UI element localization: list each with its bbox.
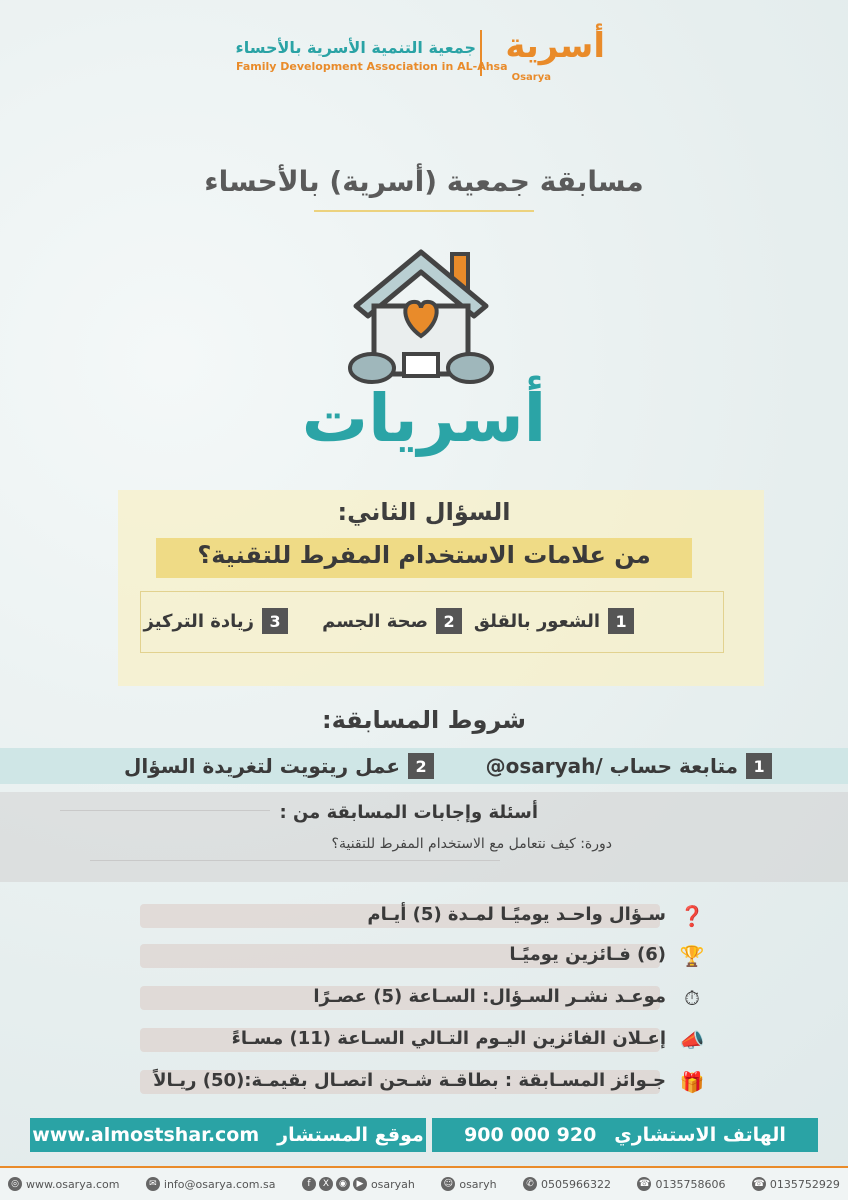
mobile-text: 0505966322	[541, 1177, 612, 1191]
website-text: www.osarya.com	[26, 1177, 120, 1191]
brand-wordmark: أسريات	[301, 380, 547, 457]
org-name-arabic: جمعية التنمية الأسرية بالأحساء	[235, 38, 476, 57]
option-3	[144, 607, 289, 635]
info-title: أسئلة وإجابات المسابقة من :	[279, 802, 538, 823]
phone-icon: ☎	[638, 1179, 651, 1189]
osarya-logo	[485, 26, 613, 88]
contact-strip	[0, 1166, 848, 1200]
facebook-icon[interactable]: f	[302, 1177, 316, 1191]
detail-row	[140, 984, 706, 1014]
info-divider	[90, 860, 500, 861]
trophy-icon: 🏆	[679, 944, 705, 968]
question-bubbles-icon: ❓	[679, 904, 705, 928]
condition-number: 2	[408, 753, 434, 779]
detail-row	[140, 942, 706, 972]
detail-row	[140, 902, 706, 932]
whatsapp-icon: ✆	[523, 1177, 537, 1191]
logo-arabic: أسرية	[505, 26, 605, 66]
phone-number-2[interactable]	[752, 1177, 840, 1191]
snapchat-icon: ☺	[441, 1177, 455, 1191]
clock-icon: ⏱	[684, 986, 700, 1010]
phone2-text: 0135752929	[769, 1177, 840, 1191]
title-underline	[314, 210, 534, 212]
email-text: info@osarya.com.sa	[163, 1177, 276, 1191]
detail-text: إعـلان الفائزين اليـوم التـالي السـاعة (11) مسـاءً	[231, 1028, 666, 1049]
condition-1	[486, 752, 772, 780]
instagram-icon[interactable]: ◉	[336, 1177, 350, 1191]
gift-icon: 🎁	[679, 1070, 705, 1094]
option-text: الشعور بالقلق	[473, 610, 600, 632]
snapchat-link[interactable]	[441, 1177, 496, 1191]
youtube-icon[interactable]: ▶	[353, 1177, 367, 1191]
email-link[interactable]	[146, 1177, 276, 1191]
info-subtitle: دورة: كيف نتعامل مع الاستخدام المفرط للتقنية؟	[331, 836, 612, 852]
phone-icon: ☎	[753, 1179, 765, 1189]
condition-number: 1	[746, 753, 772, 779]
house-heart-icon	[346, 244, 496, 384]
detail-text: موعـد نشـر السـؤال: السـاعة (5) عصـرًا	[313, 986, 666, 1007]
megaphone-icon: 📣	[679, 1028, 705, 1052]
question-label: السؤال الثاني:	[337, 498, 511, 526]
logo-english: Osarya	[511, 72, 551, 83]
phone-number-1[interactable]	[637, 1177, 725, 1191]
header	[0, 18, 848, 88]
x-icon[interactable]: X	[319, 1177, 333, 1191]
conditions-title: شروط المسابقة:	[322, 706, 526, 734]
detail-text: سـؤال واحـد يوميًـا لمـدة (5) أيـام	[367, 904, 666, 925]
site-label: موقع المستشار	[277, 1124, 424, 1146]
option-text: صحة الجسم	[322, 610, 428, 632]
social-links[interactable]	[302, 1177, 415, 1191]
detail-text: جـوائز المسـابقة : بطاقـة شـحن اتصـال بقيمـة:(50) ريـالاً	[153, 1070, 666, 1091]
info-divider	[60, 810, 270, 811]
phone1-text: 0135758606	[655, 1177, 726, 1191]
page-title: مسابقة جمعية (أسرية) بالأحساء	[204, 165, 644, 198]
option-number: 2	[436, 608, 462, 634]
condition-2	[124, 752, 434, 780]
detail-row	[140, 1026, 706, 1056]
condition-text: عمل ريتويت لتغريدة السؤال	[124, 754, 400, 778]
condition-text: متابعة حساب /osaryah@	[485, 754, 738, 778]
social-icons	[302, 1177, 367, 1191]
snap-handle: osaryh	[459, 1177, 497, 1191]
consultant-site-bar[interactable]	[30, 1118, 426, 1152]
mobile-number[interactable]	[523, 1177, 611, 1191]
consult-phone-bar[interactable]	[432, 1118, 818, 1152]
question-text: من علامات الاستخدام المفرط للتقنية؟	[197, 541, 651, 569]
option-2	[322, 607, 462, 635]
social-handle: osaryah	[370, 1177, 415, 1191]
globe-icon: ◎	[8, 1177, 22, 1191]
option-text: زيادة التركيز	[143, 610, 254, 632]
detail-text: (6) فـائزين يوميًـا	[509, 944, 666, 965]
detail-row	[140, 1068, 706, 1098]
phone-label: الهاتف الاستشاري	[614, 1124, 786, 1146]
option-number: 1	[608, 608, 634, 634]
option-number: 3	[262, 608, 288, 634]
phone-number: 900 000 920	[464, 1124, 597, 1146]
site-url: www.almostshar.com	[32, 1124, 260, 1146]
org-name-english: Family Development Association in AL-Ahsa	[236, 60, 508, 73]
mail-icon: ✉	[146, 1177, 160, 1191]
option-1	[474, 607, 634, 635]
website-link[interactable]	[8, 1177, 119, 1191]
